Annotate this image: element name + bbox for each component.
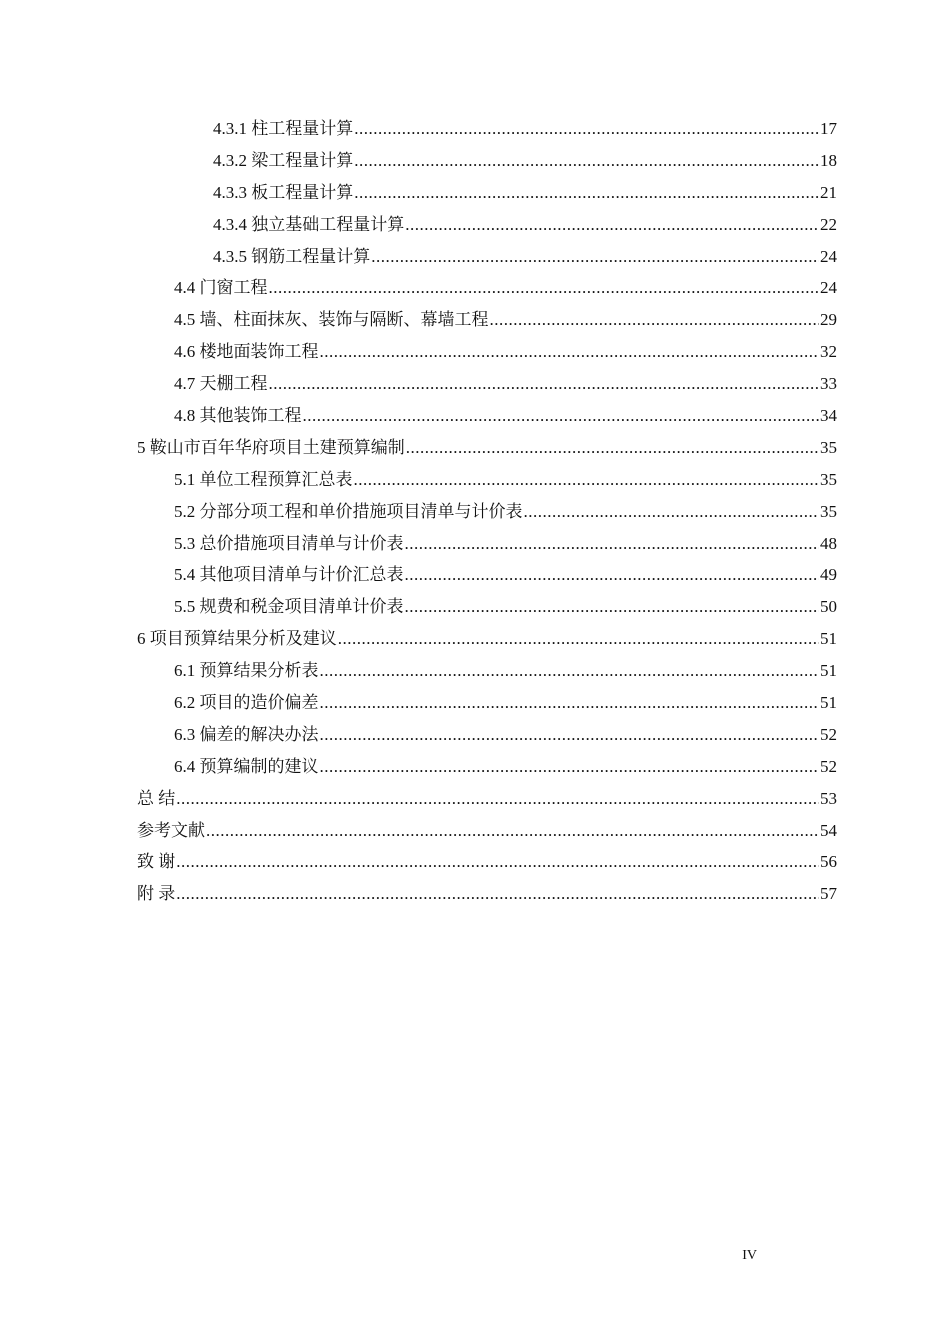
toc-leader-dots [176,878,819,910]
toc-entry-page: 48 [820,533,837,553]
toc-entry[interactable] [137,368,837,400]
toc-entry-title: 4.6 楼地面装饰工程 [174,342,319,362]
toc-entry-title: 6.4 预算编制的建议 [174,756,319,776]
page-number: IV [742,1248,757,1263]
toc-entry-page: 57 [820,884,837,904]
toc-entry-title: 附 录 [137,884,176,904]
toc-leader-dots [320,751,820,783]
toc-entry[interactable] [137,400,837,432]
toc-entry[interactable] [137,591,837,623]
toc-entry[interactable] [137,432,837,464]
toc-entry-page: 56 [820,852,837,872]
toc-entry-page: 24 [820,278,837,298]
toc-entry[interactable] [137,177,837,209]
toc-leader-dots [405,591,820,623]
toc-leader-dots [176,783,819,815]
toc-leader-dots [176,846,819,878]
toc-leader-dots [320,336,820,368]
toc-entry-title: 4.7 天棚工程 [174,374,268,394]
toc-entry-title: 4.3.5 钢筋工程量计算 [213,246,371,266]
toc-leader-dots [490,304,820,336]
toc-leader-dots [405,559,820,591]
toc-leader-dots [371,241,819,273]
toc-entry-title: 4.3.4 独立基础工程量计算 [213,214,405,234]
toc-entry-page: 18 [820,150,837,170]
toc-entry-page: 51 [820,661,837,681]
toc-entry[interactable] [137,113,837,145]
toc-leader-dots [354,145,819,177]
toc-entry-page: 33 [820,374,837,394]
toc-leader-dots [269,272,820,304]
toc-entry[interactable] [137,878,837,910]
toc-entry[interactable] [137,719,837,751]
toc-entry[interactable] [137,272,837,304]
toc-entry-title: 4.5 墙、柱面抹灰、装饰与隔断、幕墙工程 [174,310,489,330]
toc-leader-dots [354,177,819,209]
toc-entry-title: 6.2 项目的造价偏差 [174,693,319,713]
toc-entry-page: 50 [820,597,837,617]
toc-entry-title: 4.3.3 板工程量计算 [213,182,354,202]
toc-entry[interactable] [137,815,837,847]
toc-entry-page: 17 [820,119,837,138]
toc-entry[interactable] [137,145,837,177]
toc-entry[interactable] [137,559,837,591]
toc-entry-title: 6.1 预算结果分析表 [174,661,319,681]
toc-leader-dots [303,400,820,432]
toc-entry[interactable] [137,528,837,560]
toc-entry-page: 32 [820,342,837,362]
toc-entry[interactable] [137,496,837,528]
toc-entry-page: 51 [820,693,837,713]
toc-entry-title: 总 结 [137,788,176,808]
toc-leader-dots [405,528,820,560]
toc-entry-title: 5.5 规费和税金项目清单计价表 [174,597,404,617]
toc-entry-title: 参考文献 [137,820,205,840]
toc-entry[interactable] [137,304,837,336]
toc-entry[interactable] [137,336,837,368]
toc-entry[interactable] [137,751,837,783]
toc-entry[interactable] [137,623,837,655]
toc-entry-title: 6 项目预算结果分析及建议 [137,629,337,649]
toc-entry-title: 5.1 单位工程预算汇总表 [174,469,353,489]
toc-entry-page: 35 [820,501,837,521]
toc-entry-page: 52 [820,724,837,744]
toc-entry[interactable] [137,687,837,719]
toc-leader-dots [320,655,820,687]
toc-entry-page: 54 [820,820,837,840]
toc-entry-title: 5.2 分部分项工程和单价措施项目清单与计价表 [174,501,523,521]
toc-entry-page: 22 [820,214,837,234]
toc-entry-page: 53 [820,788,837,808]
toc-entry-page: 49 [820,565,837,585]
toc-entry-page: 34 [820,406,837,426]
toc-leader-dots [269,368,820,400]
toc-entry-title: 4.3.2 梁工程量计算 [213,150,354,170]
toc-leader-dots [320,687,820,719]
toc-entry[interactable] [137,783,837,815]
toc-leader-dots [406,432,819,464]
toc-leader-dots [320,719,820,751]
toc-entry[interactable] [137,241,837,273]
toc-leader-dots [354,464,820,496]
toc-entry-page: 51 [820,629,837,649]
toc-entry-page: 24 [820,246,837,266]
toc-entry-page: 52 [820,756,837,776]
toc-entry-page: 35 [820,437,837,457]
toc-entry-title: 4.3.1 柱工程量计算 [213,119,354,138]
toc-leader-dots [338,623,819,655]
toc-entry-title: 4.8 其他装饰工程 [174,406,302,426]
toc-leader-dots [354,113,819,145]
toc-entry-title: 致 谢 [137,852,176,872]
toc-entry-title: 5 鞍山市百年华府项目土建预算编制 [137,437,405,457]
toc-leader-dots [524,496,820,528]
toc-entry-title: 5.3 总价措施项目清单与计价表 [174,533,404,553]
toc-entry[interactable] [137,209,837,241]
table-of-contents [137,113,837,910]
toc-entry[interactable] [137,464,837,496]
toc-entry[interactable] [137,655,837,687]
toc-entry-title: 4.4 门窗工程 [174,278,268,298]
toc-leader-dots [405,209,819,241]
toc-entry-page: 35 [820,469,837,489]
toc-entry-title: 5.4 其他项目清单与计价汇总表 [174,565,404,585]
toc-entry-page: 29 [820,310,837,330]
toc-entry-page: 21 [820,182,837,202]
toc-entry-title: 6.3 偏差的解决办法 [174,724,319,744]
toc-entry[interactable] [137,846,837,878]
toc-leader-dots [206,815,819,847]
